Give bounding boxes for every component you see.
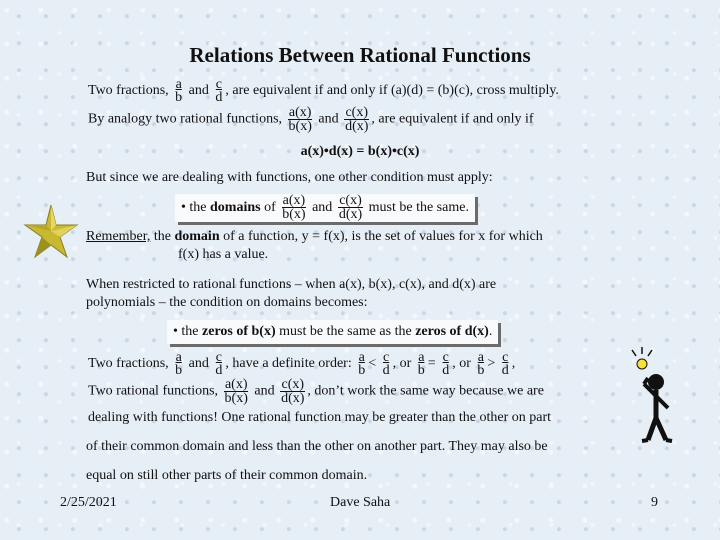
cross-multiply-equation: a(x)•d(x) = b(x)•c(x)	[300, 144, 420, 159]
order-functions-line: Two rational functions, $\frac{a(x)}{b(x)}$ and $\frac{c(x)}{d(x)}$ , don’t work the same way because we are	[88, 377, 544, 406]
domains-bold: domains	[210, 200, 261, 215]
fraction-c-d: $\frac{c}{d}$	[215, 350, 223, 378]
page-number: 9	[651, 495, 658, 510]
bullet: •	[173, 324, 178, 339]
fraction-a-b: $\frac{a}{b}$	[358, 350, 366, 378]
footer-date: 2/25/2021	[60, 495, 117, 510]
fraction-a-b: $\frac{a}{b}$	[477, 350, 485, 378]
zeros-of-bx: zeros of b(x)	[202, 324, 276, 339]
line1-suffix: , are equivalent if and only if (a)(d) = (b)(c), cross multiply.	[225, 83, 559, 99]
domain-condition-box: • the domains of $\frac{a(x)}{b(x)}$ and $\frac{c(x)}{d(x)}$ must be the same.	[175, 194, 475, 222]
order-line: Two fractions, $\frac{a}{b}$ and $\frac{c}{d}$ , have a definite order: $\frac{a}{b}$ < $\frac{c}{d}$ , or $\frac{a}{b}$ = $\frac{c}{d}$ , or $\frac{a}{b}$ > $\frac{c}{d}$ ,	[88, 350, 516, 378]
line1-and: and	[188, 83, 209, 99]
fraction-ax-bx: $\frac{a(x)}{b(x)}$	[224, 377, 248, 406]
line2-and: and	[318, 111, 339, 127]
fraction-c-d: $\frac{c}{d}$	[442, 350, 450, 378]
remember-text-line2: f(x) has a value.	[178, 247, 269, 262]
fraction-ax-bx: $\frac{a(x)}{b(x)}$	[282, 193, 306, 223]
fraction-cx-dx: $\frac{c(x)}{d(x)}$	[281, 377, 305, 406]
functions-intro-text: But since we are dealing with functions, one other condition must apply:	[86, 170, 493, 185]
fraction-a-b: $\frac{a}{b}$	[417, 350, 425, 378]
star-icon	[23, 203, 79, 259]
restricted-text-line1: When restricted to rational functions – when a(x), b(x), c(x), and d(x) are	[86, 277, 497, 292]
paragraph-line-2: of their common domain and less than the other on another part. They may also be	[86, 439, 548, 454]
fraction-a-b: $\frac{a}{b}$	[175, 350, 183, 378]
fraction-c-d: $\frac{c}{d}$	[215, 77, 223, 105]
zeros-condition-box: • the zeros of b(x) must be the same as the zeros of d(x).	[167, 320, 498, 344]
rational-equivalence-line	[88, 106, 534, 133]
fraction-a-b: $\frac{a}{b}$	[175, 77, 183, 105]
restricted-text-line2: polynomials – the condition on domains becomes:	[86, 295, 368, 310]
thinking-figure-icon	[622, 346, 680, 446]
line1-prefix: Two fractions,	[88, 83, 169, 99]
footer-author: Dave Saha	[330, 495, 391, 510]
remember-text: Remember, the domain of a function, y = f(x), is the set of values for x for which	[86, 229, 543, 244]
paragraph-line-3: equal on still other parts of their common domain.	[86, 468, 368, 483]
bullet: •	[181, 200, 186, 215]
paragraph-line-1: dealing with functions! One rational function may be greater than the other on part	[88, 410, 552, 425]
fraction-c-d: $\frac{c}{d}$	[501, 350, 509, 378]
fraction-cx-dx: $\frac{c(x)}{d(x)}$	[345, 105, 369, 134]
fraction-c-d: $\frac{c}{d}$	[382, 350, 390, 378]
zeros-of-dx: zeros of d(x)	[415, 324, 489, 339]
fraction-cx-dx: $\frac{c(x)}{d(x)}$	[338, 193, 363, 223]
fraction-ax-bx: $\frac{a(x)}{b(x)}$	[288, 105, 312, 134]
line2-suffix: , are equivalent if and only if	[371, 111, 534, 127]
page-title: Relations Between Rational Functions	[189, 43, 531, 67]
line2-prefix: By analogy two rational functions,	[88, 111, 283, 127]
fraction-equivalence-line	[88, 78, 559, 104]
